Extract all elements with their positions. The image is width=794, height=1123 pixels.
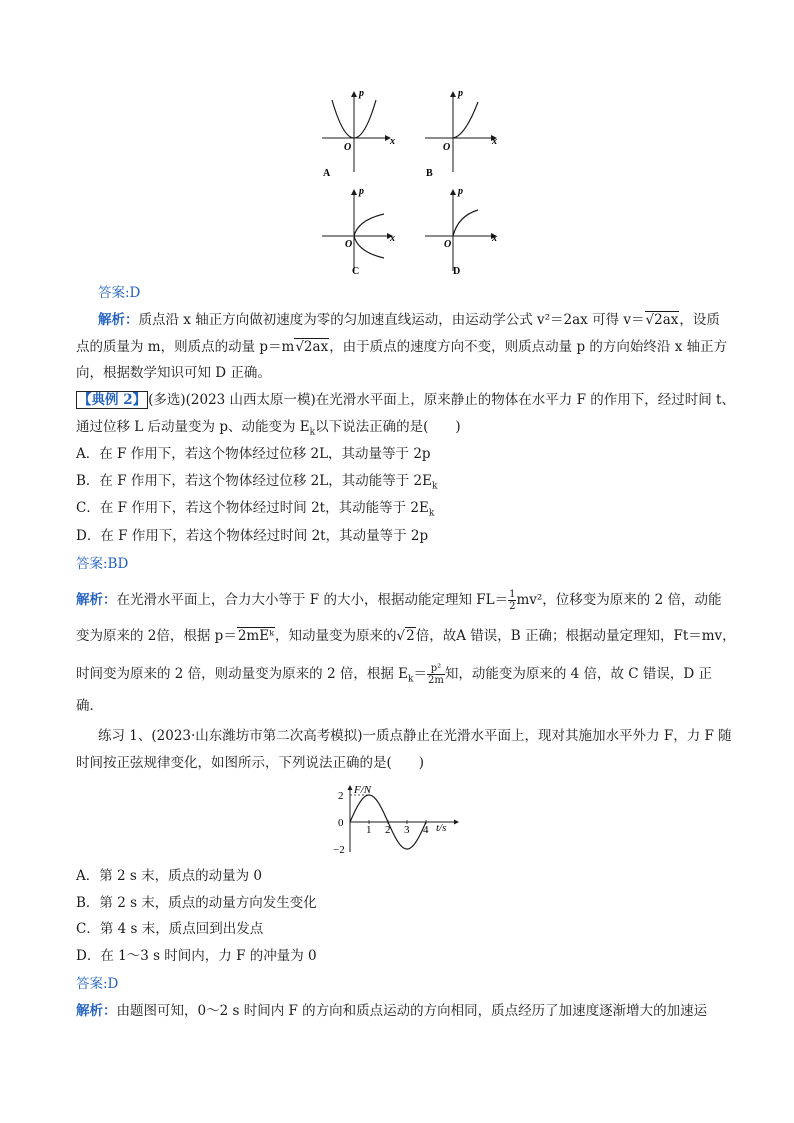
ex1-option-d: D．在 1～3 s 时间内，力 F 的冲量为 0 [76,948,317,964]
q1-analysis-line3: 向，根据数学知识可知 D 正确。 [76,365,271,381]
q1-analysis-line1: 解析：质点沿 x 轴正方向做初速度为零的匀加速直线运动，由运动学公式 v²＝2ax 可得 v＝√2ax，设质 [98,312,720,328]
sqrt-expr: 2mEᵏ [237,628,274,644]
graph-d [425,186,497,277]
force-time-chart [330,782,470,856]
axis-p-label: p [359,88,364,99]
axis-x-label: x [492,136,497,147]
q2-option-c: C．在 F 作用下，若这个物体经过时间 2t，其动能等于 $2E_k$ [76,500,435,519]
axis-x-label: x [492,233,497,244]
analysis-label: 解析： [98,312,139,328]
ex1-answer: 答案:D [76,976,119,992]
axis-p-label: p [359,186,364,197]
q2-stem-line1: 【典例 2】 (多选)(2023 山西太原一模)在光滑水平面上，原来静止的物体在水平力 F 的作用下，经过时间 t、 [78,392,735,408]
sqrt-expr: √2ax [295,339,329,355]
q1-analysis-line2: 点的质量为 m，则质点的动量 p＝m√2ax，由于质点的速度方向不变，则质点动量 p 的方向始终沿 x 轴正方 [76,339,728,355]
q2-option-d: D．在 F 作用下，若这个物体经过时间 2t，其动量等于 2p [76,528,429,544]
q2-option-a: A．在 F 作用下，若这个物体经过位移 2L，其动量等于 2p [76,446,431,462]
chart-xlabel: t/s [436,822,447,834]
analysis-label: 解析： [76,592,117,608]
q2-analysis-line2: 变为原来的 2倍，根据 p＝2mEᵏ，知动量变为原来的√2倍，故A 错误，B 正确；根据动量定理知，Ft＝mv， [76,628,736,644]
sqrt-two: 2 [406,628,415,644]
graph-a-label: A [323,168,331,179]
example-tag: 【典例 2】 [78,392,147,408]
analysis-label: 解析： [76,1003,117,1019]
y-tick-label: −2 [333,844,345,856]
axis-p-label: p [458,88,463,99]
graph-d-label: D [453,266,461,277]
q2-answer: 答案:BD [76,556,129,572]
origin-label: O [344,142,352,153]
q2-analysis-line1: 解析：在光滑水平面上，合力大小等于 F 的大小，根据动能定理知 FL＝ $\frac{1}{2}$ mv²，位移变为原来的 2 倍，动能 [76,589,722,612]
graph-b-label: B [426,168,433,179]
ex1-stem-line2: 时间按正弦规律变化，如图所示，下列说法正确的是( ) [76,755,425,771]
graph-a [322,88,395,179]
origin-label: O [443,142,451,153]
sqrt-expr: √2ax [645,312,679,328]
axis-p-label: p [458,186,463,197]
x-tick-label: 1 [366,824,372,836]
graph-c [322,186,395,277]
graph-b [425,88,497,179]
ex1-option-a: A．第 2 s 末，质点的动量为 0 [76,868,263,884]
q2-stem-line2: 通过位移 L 后动量变为 p、动能变为 $E_k$以下说法正确的是( ) [76,419,461,438]
y-tick-label: 2 [338,790,344,802]
graph-c-label: C [352,266,360,277]
x-tick-label: 2 [385,824,391,836]
origin-label: O [444,239,452,250]
origin-label: O [345,239,353,250]
ex1-analysis-line1: 解析：由题图可知，0～2 s 时间内 F 的方向和质点运动的方向相同，质点经历了加速度逐渐增大的加速运 [76,1003,708,1019]
x-tick-label: 3 [404,824,410,836]
q1-answer: 答案:D [98,285,141,301]
fraction-p2-2m: $\frac{\text{p²}}{2m}$ [427,663,444,686]
y-tick-label: 0 [338,817,344,829]
q2-option-b: B．在 F 作用下，若这个物体经过位移 2L，其动能等于 $2E_k$ [76,473,438,492]
ex1-option-c: C．第 4 s 末，质点回到出发点 [76,921,264,937]
q2-analysis-line3: 时间变为原来的 2 倍，则动量变为原来的 2 倍，根据 $E_k=$ $\frac{\text{p²}}{2m}$ 知，动能变为原来的 4 倍，故 C 错误，D 正 [76,663,713,686]
axis-x-label: x [390,233,395,244]
curve-b [453,102,478,138]
fraction-half: $\frac{1}{2}$ [509,589,516,612]
curve-d [453,210,478,236]
option-graphs [310,88,510,278]
q2-analysis-line4: 确． [76,698,103,714]
x-tick-label: 4 [423,824,429,836]
chart-ylabel: F/N [354,784,372,796]
axis-x-label: x [390,136,395,147]
ex1-option-b: B．第 2 s 末，质点的动量方向发生变化 [76,895,317,911]
ex1-stem-line1: 练习 1、(2023·山东潍坊市第二次高考模拟)一质点静止在光滑水平面上，现对其施加水平外力 F，力 F 随 [98,728,732,744]
